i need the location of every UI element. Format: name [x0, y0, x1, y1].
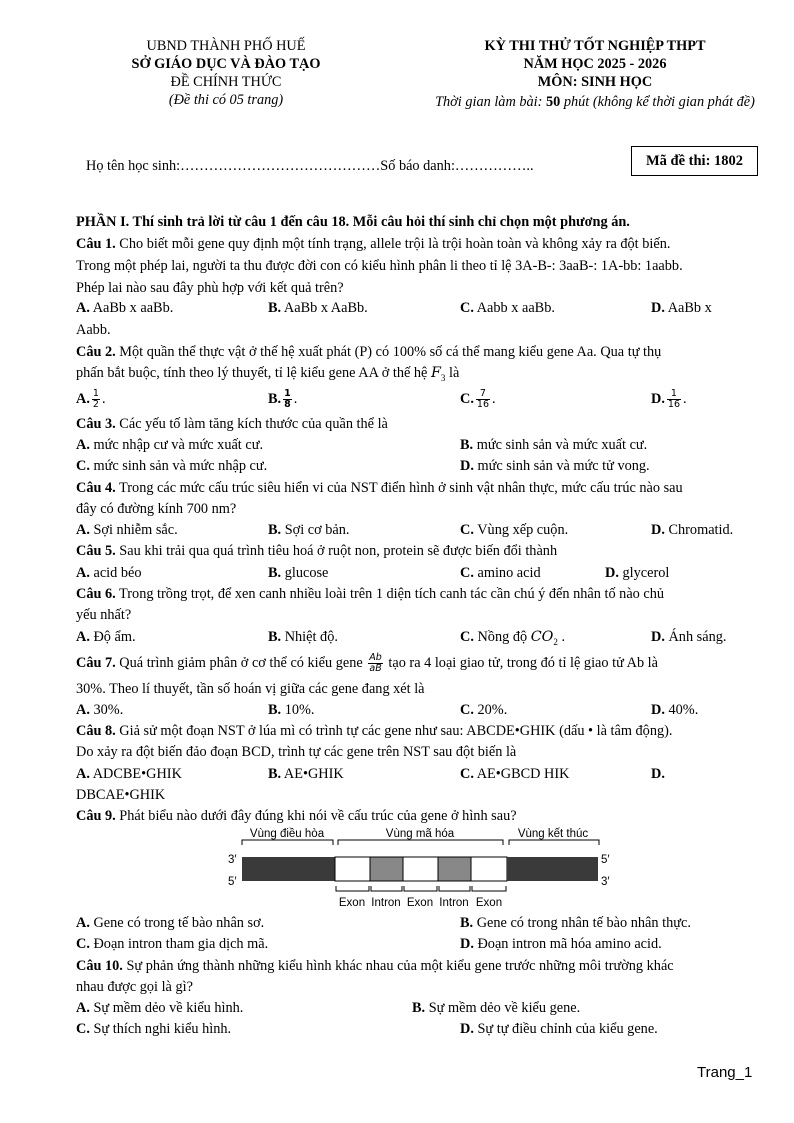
q2-line1: Câu 2. Một quần thể thực vật ở thế hệ xuất phát (P) có 100% số cá thể mang kiểu gene Aa. Qua tự thụ [76, 344, 662, 360]
part1-heading: PHẦN I. Thí sinh trả lời từ câu 1 đến câu 18. Mỗi câu hỏi thí sinh chỉ chọn một phương án. [76, 214, 630, 230]
q1-option-a: A. AaBb x aaBb. [76, 300, 174, 316]
exon-1-block [335, 857, 370, 881]
termination-region-bar [507, 857, 598, 881]
q6-option-d: D. Ánh sáng. [651, 629, 727, 645]
q5-line1: Câu 5. Sau khi trải qua quá trình tiêu hoá ở ruột non, protein sẽ được biến đổi thành [76, 543, 558, 559]
q1-line2: Trong một phép lai, người ta thu được đời con có kiểu hình phân li theo tỉ lệ 3A-B-: 3aaB-: 1A-bb: 1aabb. [76, 258, 683, 274]
student-info-line: Họ tên học sinh:……………………………………Số báo danh:…………….. [86, 158, 534, 174]
segment-intron-2: Intron [439, 897, 469, 909]
q10-option-a: A. Sự mềm dẻo về kiểu hình. [76, 1000, 244, 1016]
q7-line1: Câu 7. Quá trình giảm phân ở cơ thể có kiểu gene $\frac{Ab}{aB}$ tạo ra 4 loại giao tử, trong đó tỉ lệ giao tử Ab là [76, 652, 658, 675]
end-3-right: 3′ [601, 876, 610, 888]
q10-line1: Câu 10. Sự phản ứng thành những kiểu hình khác nhau của một kiểu gene trước những môi trường khác [76, 958, 674, 974]
q9-line1: Câu 9. Phát biểu nào dưới đây đúng khi nói về cấu trúc của gene ở hình sau? [76, 808, 517, 824]
end-5-left: 5′ [228, 876, 237, 888]
exam-title: KỲ THI THỬ TỐT NGHIỆP THPT [484, 38, 706, 54]
q7-option-c: C. 20%. [460, 702, 508, 718]
q8-option-a: A. ADCBE•GHIK [76, 766, 182, 782]
header-right [400, 37, 790, 111]
q1-option-d: D. AaBb x [651, 300, 712, 316]
q8-option-c: C. AE•GBCD HIK [460, 766, 570, 782]
q8-option-b: B. AE•GHIK [268, 766, 344, 782]
q5-option-a: A. acid béo [76, 565, 142, 581]
q1-line1: Câu 1. Cho biết mỗi gene quy định một tính trạng, allele trội là trội hoàn toàn và không xảy ra đột biến. [76, 236, 671, 252]
exon-2-block [403, 857, 438, 881]
q5-option-b: B. glucose [268, 565, 329, 581]
page-count-note: (Đề thi có 05 trang) [168, 92, 284, 108]
official-label: ĐỀ CHÍNH THỨC [170, 74, 282, 90]
q5-option-c: C. amino acid [460, 565, 541, 581]
q9-option-c: C. Đoạn intron tham gia dịch mã. [76, 936, 269, 952]
q5-option-d: D. glycerol [605, 565, 670, 581]
q8-line2: Do xảy ra đột biến đảo đoạn BCD, trình tự các gene trên NST sau đột biến là [76, 744, 517, 760]
q3-option-a: A. mức nhập cư và mức xuất cư. [76, 437, 264, 453]
q4-line1: Câu 4. Trong các mức cấu trúc siêu hiển vi của NST điển hình ở sinh vật nhân thực, mức cấu trúc nào sau [76, 480, 683, 496]
q7-option-a: A. 30%. [76, 702, 124, 718]
q2-option-d: D. $\frac{1}{16}$ . [651, 388, 687, 411]
q2-line2: phấn bắt buộc, tính theo lý thuyết, tỉ lệ kiểu gene AA ở thế hệ $F_3$ là [76, 365, 460, 383]
q9-option-b: B. Gene có trong nhân tế bào nhân thực. [460, 915, 691, 931]
q6-line2: yếu nhất? [76, 607, 132, 623]
q8-option-d-cont: DBCAE•GHIK [76, 787, 166, 803]
q4-option-a: A. Sợi nhiễm sắc. [76, 522, 178, 538]
q10-option-c: C. Sự thích nghi kiểu hình. [76, 1021, 232, 1037]
header-left [96, 37, 356, 109]
region-termination-label: Vùng kết thúc [517, 828, 589, 840]
q2-option-b: B. $\frac{1}{8}$ . [268, 388, 298, 411]
q2-option-a: A. $\frac{1}{2}$ . [76, 388, 106, 411]
q4-option-c: C. Vùng xếp cuộn. [460, 522, 569, 538]
q8-line1: Câu 8. Giả sử một đoạn NST ở lúa mì có trình tự các gene như sau: ABCDE•GHIK (dấu • là tâm động). [76, 723, 673, 739]
department-name: SỞ GIÁO DỤC VÀ ĐÀO TẠO [131, 56, 321, 72]
school-year: NĂM HỌC 2025 - 2026 [523, 56, 667, 72]
q10-option-b: B. Sự mềm dẻo về kiểu gene. [412, 1000, 581, 1016]
regulatory-region-bar [242, 857, 335, 881]
q1-option-c: C. Aabb x aaBb. [460, 300, 555, 316]
q1-option-d-cont: Aabb. [76, 322, 111, 338]
q1-line3: Phép lai nào sau đây phù hợp với kết quả trên? [76, 280, 344, 296]
q4-line2: đây có đường kính 700 nm? [76, 501, 237, 517]
q8-option-d: D. [651, 766, 665, 782]
end-5-right: 5′ [601, 854, 610, 866]
q9-option-d: D. Đoạn intron mã hóa amino acid. [460, 936, 662, 952]
end-3-left: 3′ [228, 854, 237, 866]
q4-option-d: D. Chromatid. [651, 522, 734, 538]
exam-code-box: Mã đề thi: 1802 [631, 146, 758, 176]
time-note: Thời gian làm bài: 50 phút (không kể thời gian phát đề) [435, 94, 755, 110]
segment-exon-3: Exon [475, 897, 503, 909]
q6-line1: Câu 6. Trong trồng trọt, để xen canh nhiều loài trên 1 diện tích canh tác cần chú ý đến nhân tố nào chủ [76, 586, 665, 602]
q3-line1: Câu 3. Các yếu tố làm tăng kích thước của quần thể là [76, 416, 388, 432]
q2-option-c: C. $\frac{7}{16}$ . [460, 388, 496, 411]
q10-line2: nhau được gọi là gì? [76, 979, 193, 995]
q3-option-c: C. mức sinh sản và mức nhập cư. [76, 458, 268, 474]
authority-name: UBND THÀNH PHỐ HUẾ [146, 38, 306, 54]
q3-option-d: D. mức sinh sản và mức tử vong. [460, 458, 650, 474]
subject: MÔN: SINH HỌC [537, 74, 653, 90]
q7-line2: 30%. Theo lí thuyết, tần số hoán vị giữa các gene đang xét là [76, 681, 425, 697]
q1-option-b: B. AaBb x AaBb. [268, 300, 368, 316]
q4-option-b: B. Sợi cơ bản. [268, 522, 350, 538]
q9-option-a: A. Gene có trong tế bào nhân sơ. [76, 915, 265, 931]
region-coding-label: Vùng mã hóa [385, 828, 455, 840]
segment-intron-1: Intron [371, 897, 401, 909]
q6-option-c: C. Nồng độ $CO_2$ . [460, 629, 566, 647]
q7-option-b: B. 10%. [268, 702, 315, 718]
intron-2-block [438, 857, 471, 881]
q6-option-a: A. Độ ẩm. [76, 629, 136, 645]
gene-structure-diagram [220, 826, 620, 914]
q3-option-b: B. mức sinh sản và mức xuất cư. [460, 437, 648, 453]
page-number: Trang_1 [697, 1064, 753, 1081]
segment-exon-2: Exon [406, 897, 434, 909]
q10-option-d: D. Sự tự điều chỉnh của kiểu gene. [460, 1021, 658, 1037]
region-regulatory-label: Vùng điều hòa [249, 828, 325, 840]
q7-option-d: D. 40%. [651, 702, 699, 718]
q6-option-b: B. Nhiệt độ. [268, 629, 338, 645]
exon-3-block [471, 857, 507, 881]
intron-1-block [370, 857, 403, 881]
segment-exon-1: Exon [338, 897, 366, 909]
